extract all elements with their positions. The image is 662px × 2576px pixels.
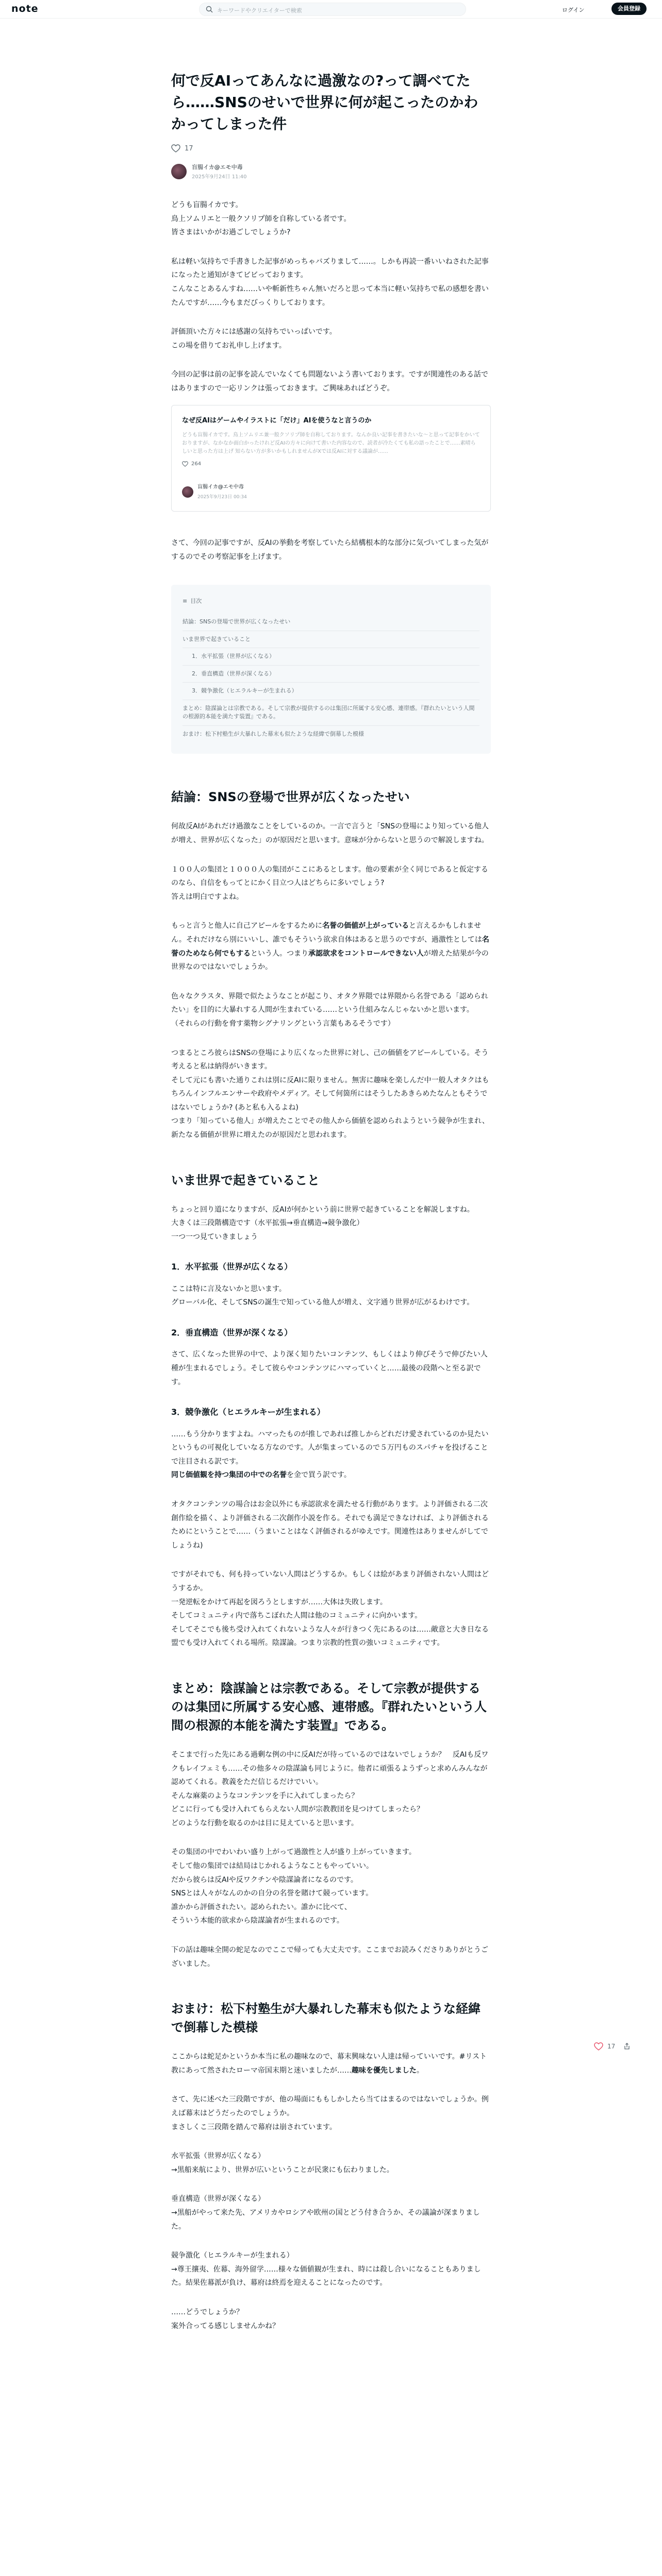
search-placeholder: キーワードやクリエイターで検索 [217,7,302,14]
embed-like-count: 264 [191,461,202,467]
note-logo[interactable]: note [11,3,39,14]
top-navigation-bar [0,0,662,19]
paragraph: ここからは蛇足かというか本当に私の趣味なので、幕末興味ない人達は帰っていいです。#リスト教にあって然されたローマ帝国末期と迷いましたが……趣味を優先しました。 [171,2053,487,2075]
floating-like-count: 17 [607,2043,616,2050]
heart-icon [182,461,188,467]
heart-icon[interactable] [171,144,180,152]
toc-item[interactable]: 2．垂直構造（世界が深くなる） [183,666,479,683]
subsection-heading: 1．水平拡張（世界が広くなる） [171,1262,293,1272]
embed-like-area [182,459,480,469]
bold-text: 名誉の価値が上がっている [322,922,409,930]
bold-text: 名誉のためなら何でもする [171,935,489,958]
paragraph: ですがそれでも、何も持っていない人間はどうするか。もしくは絵があまり評価されない人間はどうするか。 一発逆転をかけて再起を図ろうとしますが……大体は失敗します。 そしてコミュニティ内で落ちこぼれた人間は他のコミュニティに向かいます。 そしてそこでも後ち受け入れてくれないような人々が行きつく先にあるのは……敵意と大き日なる盟でも受け入れてくれる場所。陰謀論。つまり宗教的性質の強いコミュニティです。 [171,1570,489,1648]
search-input[interactable] [199,3,466,16]
bold-text: 趣味を優先しました [351,2066,417,2075]
paragraph: 評価頂いた方々には感謝の気持ちでいっぱいです。 この場を借りてお礼申し上げます。 [171,328,337,350]
table-of-contents [171,585,491,754]
section-heading: おまけ：松下村塾生が大暴れした幕末も似たような経緯で倒幕した模様 [171,2002,481,2035]
paragraph: さて、先に述べた三段階ですが、他の場面にももしかしたら当てはまるのではないでしょうか。例えば幕末はどうだったのでしょうか。 まさしくこ三段階を踏んで幕府は崩されています。 [171,2095,489,2131]
bold-text: 同じ価値観を持つ集団の中での名誉 [171,1471,287,1480]
paragraph: その集団の中でわいわい盛り上がって過激性と人が盛り上がっていきます。 そして他の集団では結局はじかれるようなこともやっていい。 だから彼らは反AIや反ワクチンや陰謀論者になるのです。 SNSとは人々がなんのかの自分の名誉を賭けて競っています。 誰かから評価されたい。認められたい。誰かに比べて、 そういう本能的欲求から陰謀論者が生まれるのです。 [171,1848,416,1925]
paragraph: つまるところ彼らはSNSの登場により広くなった世界に対し、己の価値をアピールしている。そう考えると私は納得がいきます。 そして元にも書いた通りこれは別に反AIに限りません。無害に趣味を楽しんだ中一般人オタクはもちろんインフルエンサーや政府やメディア。そして何箇所にはそうしたあきらめたなんともそうではないでしょうか? (あと私も入るよね) つまり「知っている他人」が増えたことでその他人から価値を認められようという競争が生まれ、新たなる価値が世界に増えたのが原因だと思われます。 [171,1048,489,1140]
paragraph: １００人の集団と１０００人の集団がここにあるとします。他の要素が全く同じであると仮定するのなら、自信をもってとにかく目立つ人はどちらに多いでしょう? 答えは明白ですよね。 [171,865,488,901]
like-count: 17 [185,144,193,152]
like-area [171,144,491,152]
share-icon[interactable] [623,2043,631,2050]
signup-button[interactable]: 会員登録 [611,3,647,15]
publish-date: 2025年9月24日 11:40 [192,174,247,180]
toc-label: 目次 [190,597,202,604]
list-icon: ≡ [183,597,188,604]
paragraph: さて、今回の記事ですが、反AIの挙動を考察していたら結構根本的な部分に気づいてしまった気がするのでその考察記事を上げます。 [171,539,489,561]
paragraph: ここは特に言及ないかと思います。 グローバル化、そしてSNSの誕生で知っている他人が増え、文字通り世界が広がるわけです。 [171,1284,474,1307]
avatar [182,486,193,498]
embed-title[interactable]: なぜ反AIはゲームやイラストに「だけ」AIを使うなと言うのか [182,416,372,425]
article-title: 何で反AIってあんなに過激なの?って調べてたら……SNSのせいで世界に何が起こったのかわかってしまった件 [171,72,478,132]
paragraph: 下の話は趣味全開の蛇足なのでここで帰っても大丈夫です。ここまでお読みくださりありがとうございました。 [171,1946,488,1968]
avatar[interactable] [171,164,187,179]
author-info[interactable] [171,163,491,180]
section-heading: いま世界で起きていること [171,1173,320,1188]
toc-item[interactable]: まとめ：陰謀論とは宗教である。そして宗教が提供するのは集団に所属する安心感、連帯感。『群れたいという人間の根源的本能を満たす装置』である。 [183,700,479,726]
toc-item[interactable]: おまけ：松下村塾生が大暴れした幕末も似たような経緯で倒幕した模様 [183,730,364,737]
toc-item[interactable]: いま世界で起きていること [183,631,479,649]
paragraph: オタクコンテンツの場合はお金以外にも承認欲求を満たせる行動があります。より評価される二次創作絵を描く、より評価される二次創作小説を作る。それでも満足できなければ、より評価されるためにということで……（うまいことはなく評価されるがゆえです。関連性はありませんがしてでしょうね) [171,1500,489,1550]
author-name[interactable]: 盲腸イカ@エモ中毒 [192,164,243,171]
paragraph: 何故反AIがあれだけ過激なことをしているのか。一言で言うと「SNSの登場により知っている他人が増え、世界が広くなった」のが原因だと思います。意味が分からないと思うので解説しますね。 [171,822,489,844]
article-body [171,198,491,2333]
embed-description: どうも盲腸イカです。鳥上ソムリエ兼一般クソリプ師を自称しております。なんか良い記事を書きたいな〜と思って記事をかいておりますが、なかなか面白かったけれど反AIの方々に向けて書いた内容なので、読者が冷たくても私の語ったことで……素晴らしいと思った方は上げ 知らない方が多いかもしれませんがXでは反AIに対する議論が…… [182,432,480,455]
toc-item[interactable]: 1．水平拡張（世界が広くなる） [183,648,479,666]
toc-item[interactable]: 3．競争激化（ヒエラルキーが生まれる） [183,683,479,700]
heart-icon[interactable] [594,2042,603,2050]
toc-header[interactable] [183,596,479,607]
paragraph: そこまで行った先にある過剰な例の中に反AIだが待っているのではないでしょうか？ 反AIも反ワクもレイフェミも……その他多々の陰謀論も同じように。他者に頑張るようずっと求めんみんなが認めてくれる。教義をただ信じるだけでいい。 そんな麻薬のようなコンテンツを手に入れてしまったら？ どこに行っても受け入れてもらえない人間が宗教教団を見つけてしまったら？ どのような行動を取るのかは目に見えていると思います。 [171,1750,489,1827]
paragraph: 今回の記事は前の記事を読んでいなくても問題ないよう書いております。ですが関連性のある話ではありますので一応リンクは張っておきます。ご興味あればどうぞ。 [171,370,488,393]
paragraph: どうも盲腸イカです。 鳥上ソムリエと一般クソリプ師を自称している者です。 皆さまはいかがお過ごしでしょうか? [171,201,351,237]
paragraph: ……もう分かりますよね。ハマったものが推しであれば推しからどれだけ愛されているのか見たいというもの可視化していなる方なのです。人が集まっているので５万円ものスパチャを投げることで注目される訳です。 同じ価値観を持つ集団の中での名誉を金で買う訳です。 [171,1430,489,1480]
paragraph: 私は軽い気持ちで手書きした記事がめっちゃバズりまして……。しかも再読一番いいねされた記事になったと通知がきてビビっております。 こんなことあるんすね……いや斬新性ちゃん無いだろと思って本当に軽い気持ちで私の感想を書いたんですが……今もまだびっくりしております。 [171,257,489,307]
paragraph: 競争激化（ヒエラルキーが生まれる） →尊王攘夷、佐幕、海外留学……様々な価値観が生まれ、時には殺し合いになることもありました。結果佐幕派が負け、幕府は終焉を迎えることになったのです。 [171,2251,481,2287]
paragraph: ……どうでしょうか？ 案外合ってる感じしませんかね？ [171,2308,279,2330]
article [171,70,491,2348]
bold-text: 承認欲求をコントロールできない人 [308,949,424,958]
search-icon [206,6,213,13]
embed-author-name: 盲腸イカ@エモ中毒 [197,484,244,490]
paragraph: 垂直構造（世界が深くなる） →黒船がやって来た先、アメリカやロシアや欧州の国とどう付き合うか、その議論が深まりました。 [171,2195,480,2231]
subsection-heading: 2．垂直構造（世界が深くなる） [171,1328,293,1338]
subsection-heading: 3．競争激化（ヒエラルキーが生まれる） [171,1407,325,1417]
login-button[interactable]: ログイン [562,7,585,13]
embedded-article-card[interactable] [171,405,491,512]
paragraph: 水平拡張（世界が広くなる） →黒船来航により、世界が広いということが民衆にも伝わりました。 [171,2152,394,2174]
paragraph: さて、広くなった世界の中で、より深く知りたいコンテンツ、もしくはより伸びそうで伸びたい人種が生まれるでしょう。そして彼らやコンテンツにハマっていくと……最後の段階へと至る訳です。 [171,1350,488,1386]
embed-date: 2025年9月23日 00:34 [197,495,247,500]
toc-item[interactable]: 結論：SNSの登場で世界が広くなったせい [183,614,479,631]
section-heading: まとめ：陰謀論とは宗教である。そして宗教が提供するのは集団に所属する安心感、連帯感。『群れたいという人間の根源的本能を満たす装置』である。 [171,1681,487,1733]
floating-action-bar [594,2042,631,2050]
toc-list [183,614,479,742]
section-heading: 結論：SNSの登場で世界が広くなったせい [171,790,410,805]
paragraph: ちょっと回り道になりますが、反AIが何かという前に世界で起きていることを解説しますね。 大きくは三段階構造です（水平拡張→垂直構造→競争激化） 一つ一つ見ていきましょう [171,1205,474,1241]
embed-author [182,482,480,502]
paragraph: もっと言うと他人に自己アピールをするために名誉の価値が上がっていると言えるかもしれません。それだけなら別にいいし、誰でもそういう欲求自体はあると思うのですが、過激性としては名誉のためなら何でもするという人。つまり承認欲求をコントロールできない人が増えた結果が今の世界なのではないでしょうか。 [171,922,489,972]
paragraph: 色々なクラスタ、界隈で似たようなことが起こり、オタク界隈では界隈から名誉である「認められたい」を目的に大暴れする人間が生まれている……という仕組みなんじゃないかと思います。 （それらの行動を脅す薬物シグナリングという言葉もあるそうです） [171,992,488,1028]
